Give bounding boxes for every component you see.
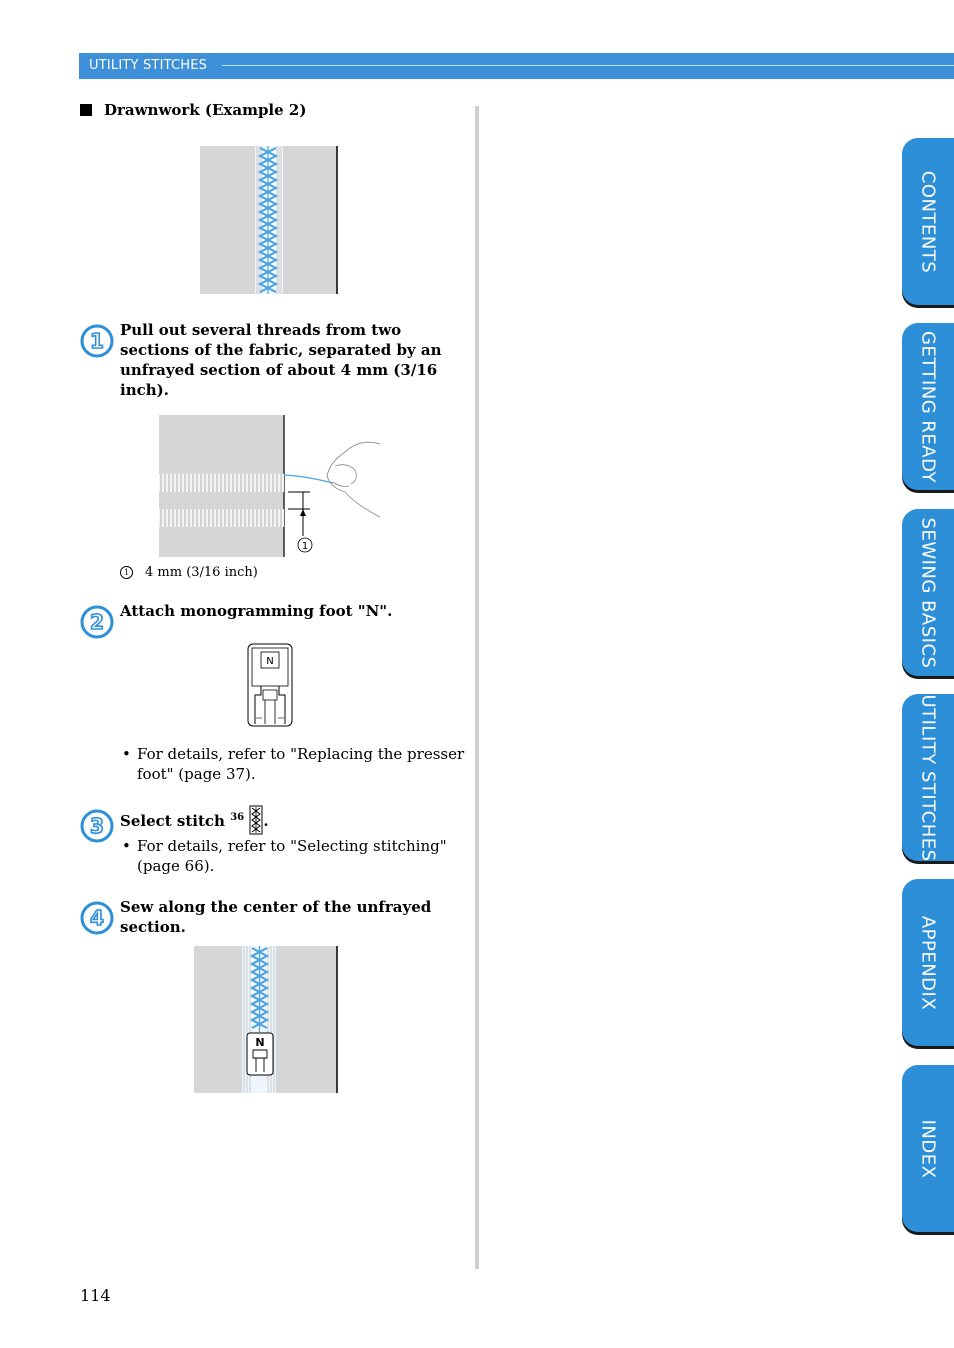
svg-text:2: 2 — [90, 610, 104, 634]
pull-threads-figure — [155, 412, 390, 562]
drawnwork-result-figure — [200, 146, 340, 296]
section-header-bar — [79, 53, 954, 79]
header-rule — [222, 65, 954, 66]
caption-marker: 1 — [120, 566, 133, 579]
tab-appendix-label: APPENDIX — [917, 915, 939, 1010]
header-section-label: UTILITY STITCHES — [89, 58, 208, 73]
tab-getting-ready[interactable] — [902, 323, 954, 490]
monogramming-foot-figure — [243, 640, 299, 730]
tab-sewing-basics[interactable] — [902, 509, 954, 676]
tab-sewing-basics-label: SEWING BASICS — [917, 517, 939, 668]
tab-utility-stitches-label: UTILITY STITCHES — [917, 693, 939, 862]
tab-appendix[interactable] — [902, 879, 954, 1046]
step-4-number-icon — [80, 901, 114, 935]
step-3-number-icon — [80, 809, 114, 843]
step-3-text-after: . — [263, 812, 269, 830]
step-3-text-before: Select stitch — [120, 812, 225, 830]
tab-contents-label: CONTENTS — [917, 170, 939, 273]
figure-caption — [120, 565, 258, 580]
caption-text: 4 mm (3/16 inch) — [145, 565, 258, 580]
step-2-text: Attach monogramming foot "N". — [120, 602, 393, 620]
tab-contents[interactable] — [902, 138, 954, 305]
tab-index[interactable] — [902, 1065, 954, 1232]
column-divider — [475, 106, 479, 1269]
tab-utility-stitches[interactable] — [902, 694, 954, 861]
step-4-text: Sew along the center of the unfrayed section. — [120, 898, 432, 936]
section-title-text: Drawnwork (Example 2) — [104, 101, 307, 119]
step-1-number-icon — [80, 324, 114, 358]
step-3-note: • For details, refer to "Selecting stitching" (page 66). — [120, 836, 467, 876]
tab-getting-ready-label: GETTING READY — [917, 330, 939, 483]
page-number: 114 — [80, 1286, 111, 1305]
square-bullet-icon — [80, 104, 92, 116]
tab-index-label: INDEX — [917, 1119, 939, 1178]
svg-text:1: 1 — [301, 541, 309, 552]
step-2-number-icon — [80, 605, 114, 639]
svg-text:N: N — [266, 656, 274, 667]
sewing-center-figure — [194, 946, 340, 1096]
step-2-note: • For details, refer to "Replacing the presser foot" (page 37). — [120, 744, 467, 784]
svg-text:3: 3 — [90, 814, 104, 838]
stitch-number: 36 — [230, 812, 245, 823]
svg-text:1: 1 — [90, 329, 104, 353]
svg-text:N: N — [255, 1036, 265, 1049]
stitch-36-icon — [249, 805, 263, 835]
section-title — [80, 101, 306, 119]
step-1-text: Pull out several threads from two sections of the fabric, separated by an unfrayed section of about 4 mm (3/16 inch). — [120, 321, 442, 399]
step-3-text — [120, 805, 465, 835]
svg-text:4: 4 — [90, 906, 104, 930]
